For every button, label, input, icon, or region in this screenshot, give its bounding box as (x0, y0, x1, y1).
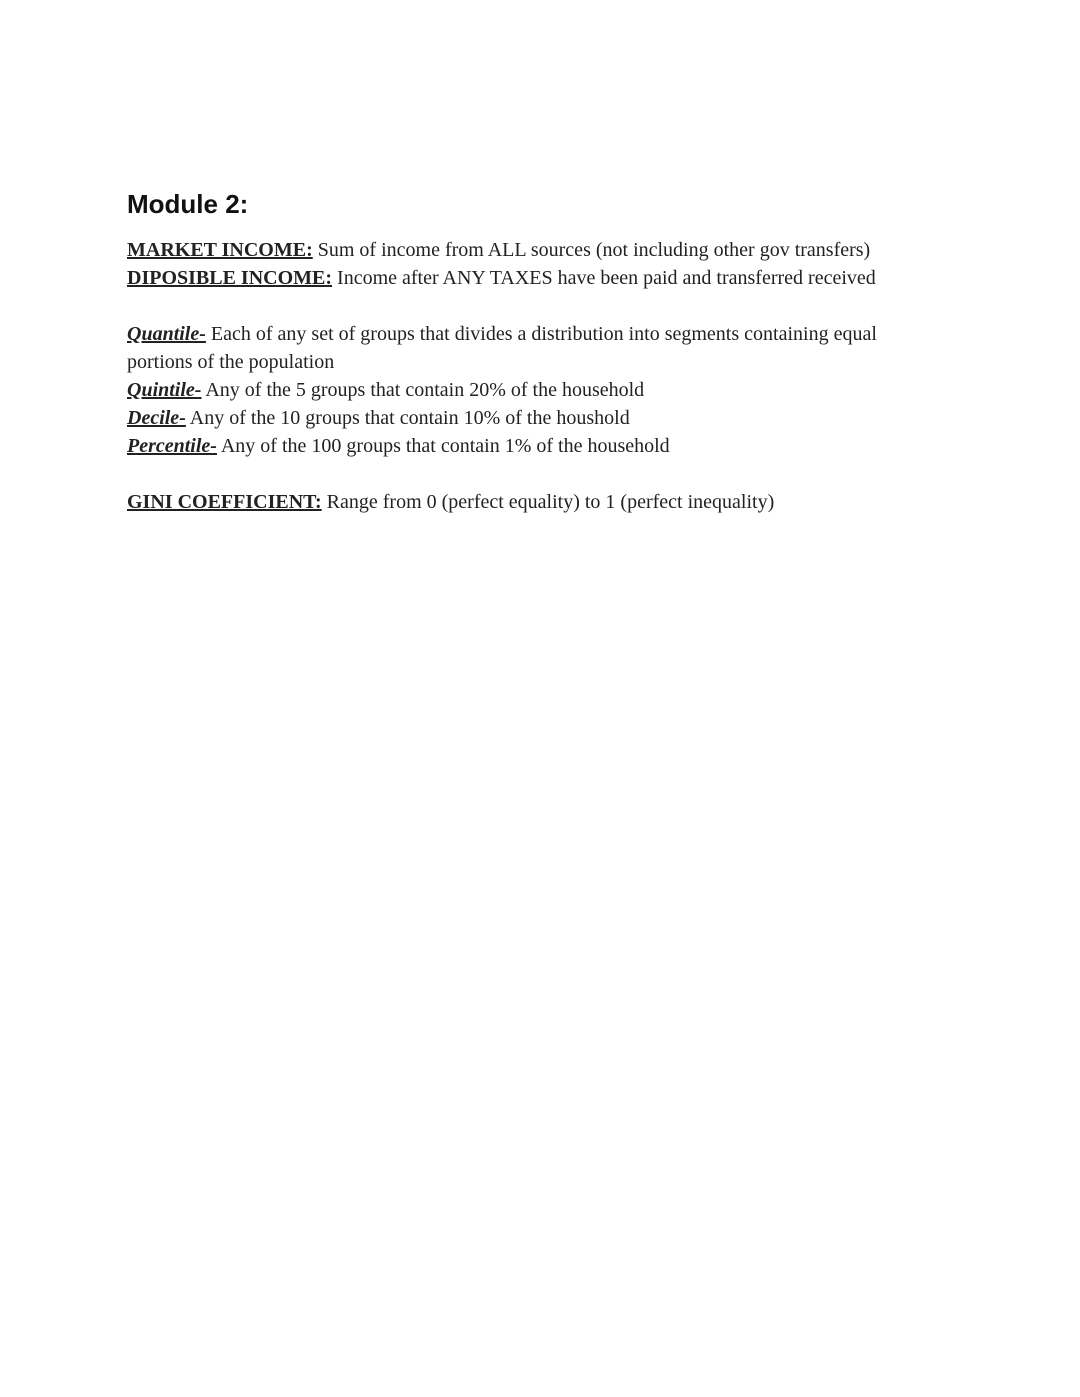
quantile-line (127, 320, 947, 376)
disposable-income-definition: Income after ANY TAXES have been paid and transferred received (332, 267, 876, 289)
market-income-definition: Sum of income from ALL sources (not including other gov transfers) (312, 239, 871, 261)
quintile-definition: Any of the 5 groups that contain 20% of the household (201, 379, 645, 401)
spacer (127, 292, 947, 320)
gini-line (127, 488, 947, 516)
percentile-term: Percentile- (127, 435, 217, 457)
market-income-term: MARKET INCOME: (127, 239, 313, 261)
document-content (127, 186, 947, 516)
percentile-line (127, 432, 947, 460)
quantile-definition: Each of any set of groups that divides a distribution into segments containing equal portions of the population (127, 323, 877, 373)
gini-term: GINI COEFFICIENT: (127, 491, 322, 513)
spacer (127, 460, 947, 488)
decile-definition: Any of the 10 groups that contain 10% of the houshold (185, 407, 630, 429)
quintile-line (127, 376, 947, 404)
decile-term: Decile- (127, 407, 186, 429)
quintile-term: Quintile- (127, 379, 202, 401)
market-income-line (127, 236, 947, 264)
decile-line (127, 404, 947, 432)
percentile-definition: Any of the 100 groups that contain 1% of the household (216, 435, 670, 457)
module-heading: Module 2: (127, 189, 249, 219)
gini-definition: Range from 0 (perfect equality) to 1 (perfect inequality) (321, 491, 775, 513)
disposable-income-term: DIPOSIBLE INCOME: (127, 267, 333, 289)
quantile-term: Quantile- (127, 323, 206, 345)
disposable-income-line (127, 264, 947, 292)
